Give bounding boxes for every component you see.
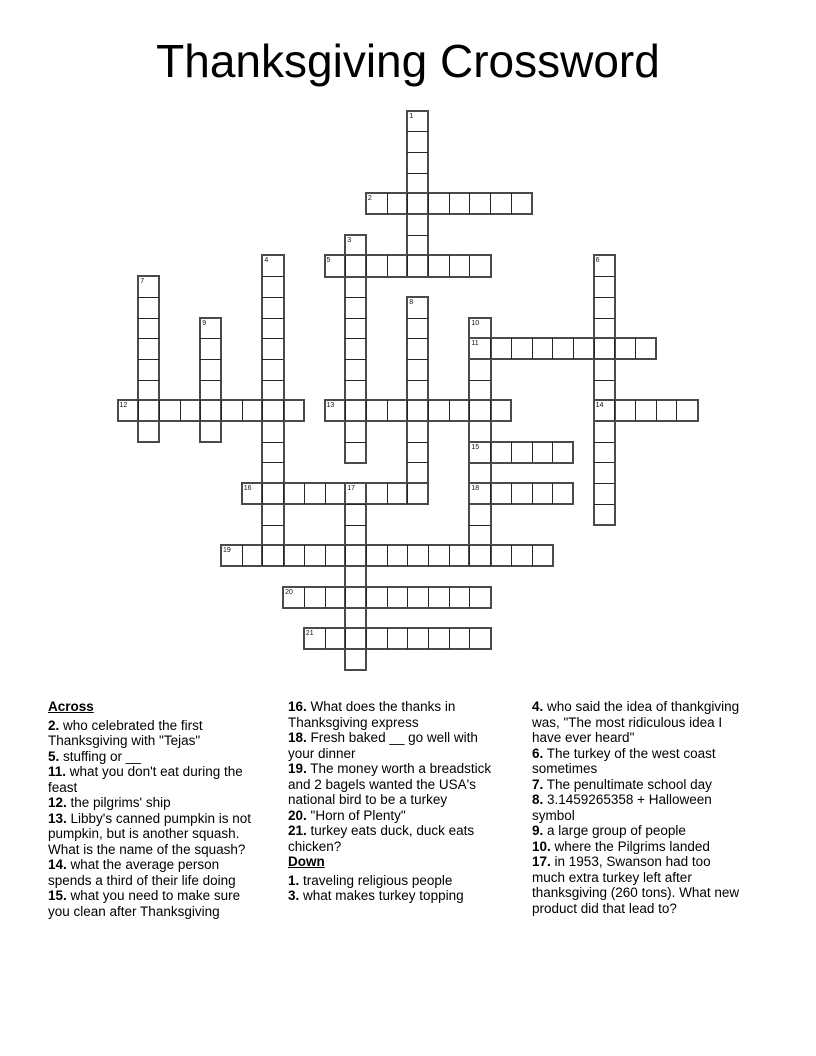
clue-number: 10. [532, 838, 551, 854]
clue-text: "Horn of Plenty" [306, 807, 406, 823]
cell-separator [428, 255, 429, 276]
cell-separator [345, 587, 346, 608]
word-21-outline [303, 627, 492, 650]
cell-separator [676, 400, 677, 421]
cell-separator [387, 255, 388, 276]
cell-separator [552, 442, 553, 463]
word-18-outline [468, 482, 574, 505]
clue-number: 8. [532, 792, 544, 807]
cell-separator [532, 483, 533, 504]
clue-number: 9. [532, 823, 544, 838]
clue-number: 3. [288, 888, 300, 903]
cell-separator [345, 628, 346, 649]
clue-number: 21. [288, 823, 307, 838]
clue-number: 12. [48, 795, 67, 810]
clue-1 [288, 873, 500, 889]
clue-text: Libby's canned pumpkin is not pumpkin, but is another squash. What is the name of the squash? [48, 810, 251, 857]
cell-number-1: 1 [409, 112, 414, 120]
cell-separator [428, 545, 429, 566]
cell-number-18: 18 [471, 485, 480, 493]
cell-separator [366, 628, 367, 649]
cell-separator [387, 545, 388, 566]
cell-separator [614, 338, 615, 359]
cell-separator [449, 628, 450, 649]
cell-separator [366, 587, 367, 608]
cell-number-21: 21 [305, 630, 314, 637]
cell-separator [407, 628, 408, 649]
cell-separator [449, 545, 450, 566]
cell-separator [345, 255, 346, 276]
cell-separator [407, 483, 408, 504]
clue-number: 1. [288, 872, 300, 888]
cell-separator [407, 359, 428, 360]
clue-7 [532, 777, 744, 793]
cell-separator [428, 628, 429, 649]
cell-separator [428, 587, 429, 608]
cell-separator [325, 628, 326, 649]
cell-number-11: 11 [471, 340, 479, 348]
cell-separator [242, 400, 243, 421]
cell-number-12: 12 [119, 402, 128, 410]
cell-separator [345, 359, 366, 360]
cell-separator [469, 193, 470, 214]
cell-separator [345, 442, 366, 443]
clue-column-1 [48, 699, 260, 919]
cell-separator [325, 545, 326, 566]
cell-separator [511, 483, 512, 504]
word-11-outline [468, 337, 657, 360]
clue-19 [288, 761, 500, 808]
clue-number: 16. [288, 699, 307, 714]
clue-5 [48, 749, 260, 765]
cell-separator [469, 587, 470, 608]
cell-separator [511, 442, 512, 463]
word-12-outline [117, 399, 306, 422]
cell-separator [407, 587, 408, 608]
clue-13 [48, 811, 260, 858]
cell-separator [345, 318, 366, 319]
cell-separator [304, 483, 305, 504]
cell-number-10: 10 [471, 319, 480, 327]
cell-separator [345, 380, 366, 381]
word-14-outline [593, 399, 699, 422]
word-6-outline [593, 254, 616, 526]
clue-column-3 [532, 699, 744, 916]
cell-separator [594, 442, 615, 443]
clue-number: 13. [48, 810, 67, 826]
cell-separator [635, 400, 636, 421]
cell-separator [469, 628, 470, 649]
cell-number-7: 7 [140, 278, 145, 286]
clue-number: 18. [288, 730, 307, 745]
cell-separator [262, 525, 283, 526]
cell-separator [262, 483, 263, 504]
clue-text: What does the thanks in Thanksgiving express [288, 699, 456, 730]
clue-number: 4. [532, 699, 544, 714]
cell-separator [407, 318, 428, 319]
clue-number: 14. [48, 857, 67, 872]
cell-separator [345, 545, 346, 566]
cell-separator [138, 338, 159, 339]
cell-separator [469, 545, 470, 566]
cell-separator [511, 193, 512, 214]
cell-number-15: 15 [471, 443, 480, 451]
word-13-outline [324, 399, 513, 422]
cell-separator [469, 255, 470, 276]
cell-separator [304, 587, 305, 608]
clue-text: what you don't eat during the feast [48, 764, 243, 795]
cell-separator [262, 400, 263, 421]
cell-separator [262, 297, 283, 298]
cell-separator [387, 587, 388, 608]
cell-separator [594, 462, 615, 463]
cell-separator [469, 525, 490, 526]
clue-section-header-down: Down [288, 854, 325, 869]
clue-text: the pilgrims' ship [66, 795, 171, 810]
clue-8 [532, 792, 744, 823]
cell-separator [552, 483, 553, 504]
cell-separator [200, 359, 221, 360]
cell-separator [262, 545, 263, 566]
cell-separator [469, 380, 490, 381]
cell-separator [387, 628, 388, 649]
page-title: Thanksgiving Crossword [156, 35, 660, 87]
clue-text: The turkey of the west coast sometimes [532, 745, 716, 776]
clue-4 [532, 699, 744, 746]
clue-17 [532, 854, 744, 916]
cell-separator [594, 318, 615, 319]
cell-separator [345, 525, 366, 526]
cell-separator [407, 380, 428, 381]
cell-separator [594, 380, 615, 381]
cell-separator [532, 545, 533, 566]
clue-number: 20. [288, 807, 307, 823]
clue-9 [532, 823, 744, 839]
clue-18 [288, 730, 500, 761]
cell-separator [387, 193, 388, 214]
clue-11 [48, 764, 260, 795]
cell-separator [449, 193, 450, 214]
cell-separator [345, 400, 346, 421]
cell-separator [387, 483, 388, 504]
cell-separator [594, 297, 615, 298]
clue-text: traveling religious people [299, 872, 453, 888]
clue-text: what the average person spends a third of their life doing [48, 857, 236, 888]
cell-number-2: 2 [367, 195, 372, 203]
clue-20 [288, 808, 500, 824]
cell-separator [428, 400, 429, 421]
clue-number: 5. [48, 748, 60, 764]
clue-16 [288, 699, 500, 730]
cell-number-6: 6 [595, 257, 600, 265]
clue-text: where the Pilgrims landed [550, 838, 710, 854]
cell-separator [490, 545, 491, 566]
cell-separator [614, 400, 615, 421]
cell-separator [262, 318, 283, 319]
clue-text: who said the idea of thankgiving was, "The most ridiculous idea I have ever heard" [532, 699, 740, 745]
cell-number-14: 14 [595, 402, 604, 410]
cell-separator [532, 442, 533, 463]
clue-number: 15. [48, 888, 67, 903]
cell-number-19: 19 [223, 547, 231, 555]
cell-separator [180, 400, 181, 421]
cell-number-16: 16 [243, 485, 252, 493]
cell-separator [594, 338, 595, 359]
clue-15 [48, 888, 260, 919]
cell-separator [200, 400, 201, 421]
clue-text: in 1953, Swanson had too much extra turkey left after thanksgiving (260 tons). What new product did that lead to? [532, 854, 740, 916]
clue-text: a large group of people [543, 823, 686, 838]
cell-separator [407, 193, 408, 214]
cell-separator [242, 545, 243, 566]
cell-separator [552, 338, 553, 359]
cell-separator [138, 400, 139, 421]
cell-number-13: 13 [326, 402, 335, 410]
cell-separator [490, 483, 491, 504]
cell-separator [138, 359, 159, 360]
clue-12 [48, 795, 260, 811]
cell-separator [490, 193, 491, 214]
cell-separator [325, 587, 326, 608]
cell-separator [283, 545, 284, 566]
cell-number-9: 9 [202, 319, 207, 327]
cell-separator [138, 297, 159, 298]
cell-separator [656, 400, 657, 421]
clue-6 [532, 746, 744, 777]
cell-separator [449, 400, 450, 421]
cell-separator [594, 483, 615, 484]
clue-number: 7. [532, 776, 544, 792]
clue-text: what makes turkey topping [299, 888, 464, 903]
cell-separator [345, 297, 366, 298]
clue-number: 6. [532, 745, 544, 761]
cell-separator [366, 255, 367, 276]
clue-column-2 [288, 699, 500, 904]
cell-number-4: 4 [264, 257, 269, 265]
cell-separator [594, 276, 615, 277]
cell-separator [325, 483, 326, 504]
cell-separator [490, 338, 491, 359]
cell-separator [407, 255, 408, 276]
clue-text: 3.1459265358 + Halloween symbol [532, 792, 712, 823]
clue-number: 2. [48, 717, 60, 733]
cell-separator [449, 587, 450, 608]
clue-number: 17. [532, 854, 551, 869]
cell-separator [428, 193, 429, 214]
cell-separator [594, 504, 615, 505]
cell-separator [407, 235, 428, 236]
cell-separator [366, 545, 367, 566]
cell-separator [262, 442, 283, 443]
clue-text: The money worth a breadstick and 2 bagels wanted the USA's national bird to be a turkey [288, 761, 492, 807]
cell-separator [407, 131, 428, 132]
clue-text: The penultimate school day [543, 776, 712, 792]
cell-separator [283, 483, 284, 504]
cell-separator [407, 442, 428, 443]
cell-separator [304, 545, 305, 566]
cell-separator [490, 400, 491, 421]
cell-number-8: 8 [409, 298, 414, 306]
cell-separator [407, 338, 428, 339]
clue-number: 11. [48, 764, 67, 779]
cell-separator [200, 380, 221, 381]
cell-separator [159, 400, 160, 421]
cell-separator [635, 338, 636, 359]
cell-separator [262, 462, 283, 463]
clue-14 [48, 857, 260, 888]
cell-separator [490, 442, 491, 463]
cell-separator [200, 338, 221, 339]
cell-separator [573, 338, 574, 359]
cell-separator [407, 462, 428, 463]
clue-number: 19. [288, 761, 307, 776]
clue-10 [532, 839, 744, 855]
cell-separator [262, 380, 283, 381]
cell-number-5: 5 [326, 257, 331, 265]
cell-separator [138, 380, 159, 381]
cell-separator [469, 400, 470, 421]
cell-separator [262, 338, 283, 339]
clue-text: what you need to make sure you clean after Thanksgiving [48, 888, 241, 919]
cell-separator [407, 152, 428, 153]
cell-number-20: 20 [285, 588, 293, 596]
word-16-outline [241, 482, 430, 505]
cell-separator [387, 400, 388, 421]
cell-separator [221, 400, 222, 421]
cell-separator [511, 545, 512, 566]
cell-separator [407, 400, 408, 421]
clue-text: stuffing or __ [59, 748, 141, 764]
clue-text: Fresh baked __ go well with your dinner [288, 730, 478, 761]
word-15-outline [468, 441, 574, 464]
cell-separator [532, 338, 533, 359]
cell-separator [407, 173, 428, 174]
clue-section-header-across: Across [48, 699, 94, 714]
cell-separator [345, 504, 366, 505]
cell-separator [283, 400, 284, 421]
cell-separator [262, 276, 283, 277]
cell-separator [138, 318, 159, 319]
clue-text: turkey eats duck, duck eats chicken? [288, 823, 475, 854]
clue-2 [48, 718, 260, 749]
cell-separator [511, 338, 512, 359]
cell-number-17: 17 [347, 485, 355, 493]
cell-separator [449, 255, 450, 276]
cell-separator [345, 338, 366, 339]
clue-text: who celebrated the first Thanksgiving with "Tejas" [48, 717, 203, 748]
cell-separator [366, 400, 367, 421]
cell-separator [407, 545, 408, 566]
cell-separator [262, 359, 283, 360]
clue-3 [288, 888, 500, 904]
cell-number-3: 3 [347, 236, 352, 244]
clue-21 [288, 823, 500, 854]
